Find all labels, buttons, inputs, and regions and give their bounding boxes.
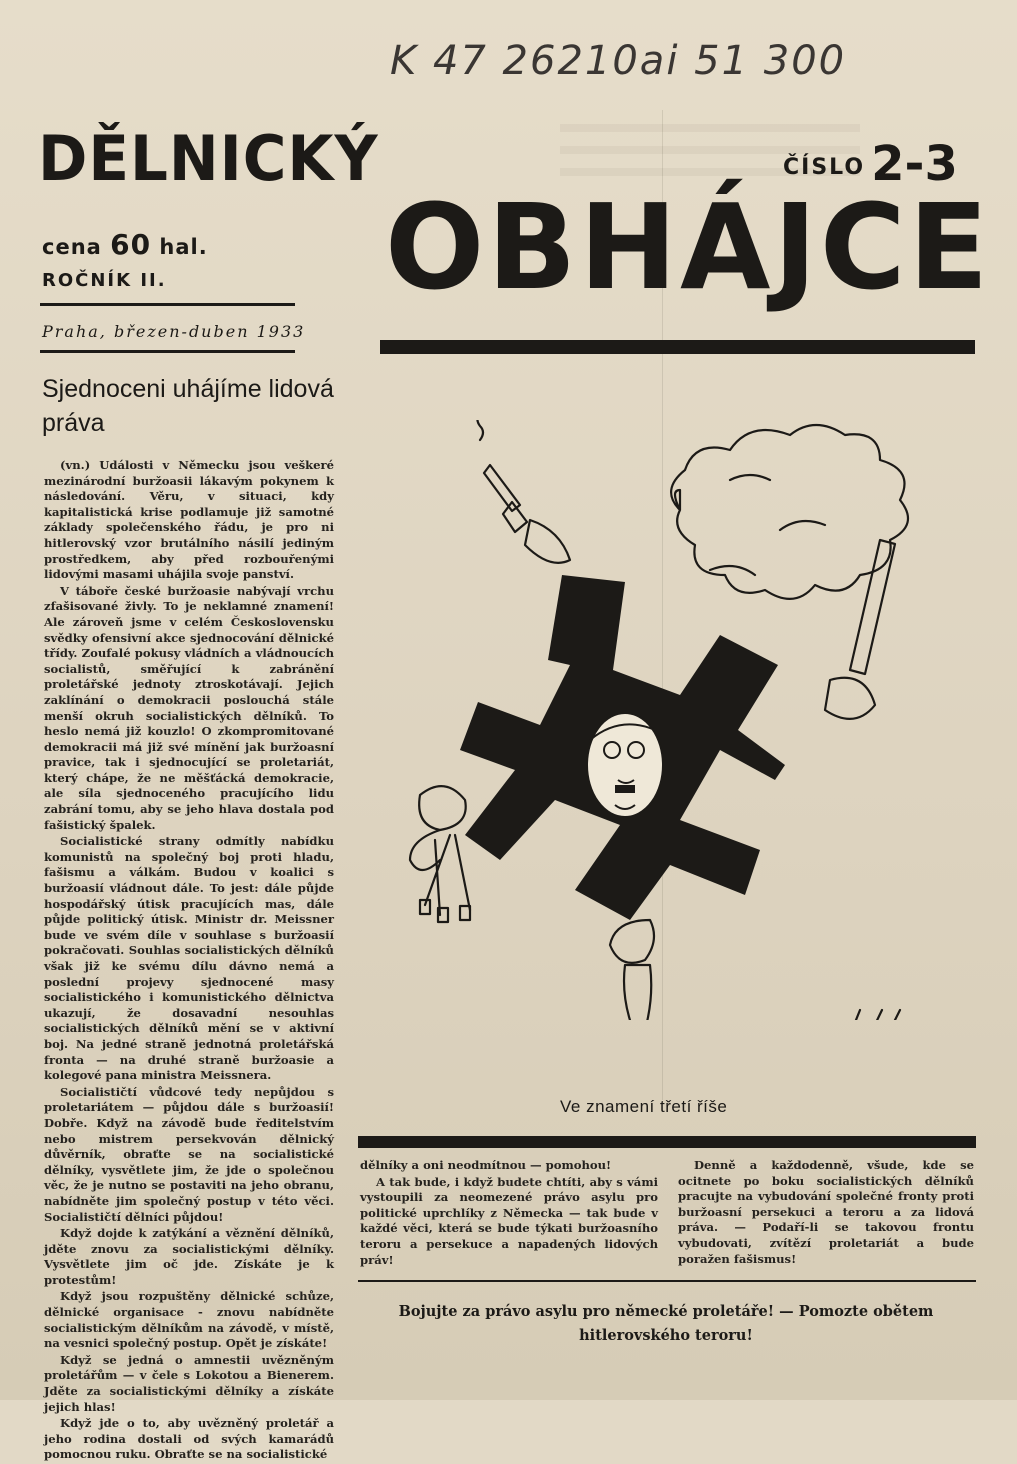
rule-left-top [40,303,295,306]
volume: ROČNÍK II. [42,270,167,291]
masthead-title-line1: DĚLNICKÝ [38,122,379,195]
article-paragraph: Když jsou rozpuštěny dělnické schůze, dělnické organisace - znovu nabídněte socialistickým dělníkům na závodě, v místě, na vesnici společný postup. Opět je získáte! [44,1289,334,1351]
knife [624,965,651,1020]
article-column-left [44,458,334,1464]
banner-slogan: Bojujte za právo asylu pro německé proletáře! — Pomozte obětem hitlerovského teroru! [398,1303,934,1344]
article-paragraph: Socialistické strany odmítly nabídku komunistů na společný boj proti hladu, fašismu a válkám. Budou v koalici s buržoasií vládnout dále. To jest: dále půjde hospodářský útisk pracujících mas, dále půjde politický útisk. Ministr dr. Meissner bude ve svém díle v souhlase s buržoasií pokračovati. Souhlas socialistických dělníků však již ke svému dílu dávno nemá a poslední projevy sjednocené masy socialistického i komunistického dělnictva ukazují, že dosavadní nesouhlas socialistických dělníků mění se v aktivní boj. Na jedné straně jednotná proletářská fronta — na druhé straně buržoasie a kolegové pana ministra Meissnera. [44,834,334,1083]
issue-number-block [783,136,958,192]
hitler-face [587,713,663,817]
rule-left-bottom [40,350,295,353]
masthead-rule [380,340,975,354]
rule-above-banner [358,1280,976,1282]
issue-label: ČÍSLO [783,155,866,180]
article-paragraph: Když se jedná o amnestii uvězněným proletářům — v čele s Lokotou a Bienerem. Jděte za socialistickými dělníky a získáte jejich hlas! [44,1352,334,1414]
price [42,228,208,261]
dateline: Praha, březen-duben 1933 [42,322,306,341]
issue-number: 2-3 [871,136,958,192]
price-label: cena [42,235,102,259]
article-headline: Sjednoceni uhájíme lidová práva [42,375,334,437]
article-paragraph: Denně a každodenně, všude, kde se ocitnete po boku socialistických dělníků pracujte na vybudování společné fronty proti buržoasní persekuci a teroru a za lidová práva. — Podaří-li se takovou frontu vybudovati, zvítězí proletariát a bude poražen fašismus! [678,1158,974,1266]
article-paragraph: Když jde o to, aby uvězněný proletář a jeho rodina dostali od svých kamarádů pomocnou ruku. Obraťte se na socialistické [44,1416,334,1462]
article-paragraph: (vn.) Události v Německu jsou veškeré mezinárodní buržoasii lákavým pokynem k následování. Věru, v situaci, kdy kapitalistická krise podlamuje již samotné základy společenského řádu, je pro ni hitlerovský vzor brutálního násilí jediným prostředkem, aby před rozbouřenými lidovými masami uhájila svoje panství. [44,458,334,582]
handwritten-note: K 47 26210ai 51 300 [390,38,847,84]
article-paragraph: dělníky a oni neodmítnou — pomohou! [360,1158,612,1172]
pistol [484,465,527,532]
article-paragraph: V táboře české buržoasie nabývají vrchu zfašisované živly. To je neklamné znamení! Ale zároveň jsme v celém Československu svědky ofensivní akce sjednocování dělnické třídy. Zoufalé pokusy vládních a vládnoucích socialistů, směřující k zabránění proletářské jednoty ztroskotávají. Jejich zaklínání o demokracii poslouchá stále menší okruh socialistických dělníků. To heslo nemá již kouzlo! O zkompromitované demokracii má již své mínění jak buržoasní pravice, tak i sjednocující se proletariát, který chápe, že ne měšťácká demokracie, ale síla sjednoceného pracujícího lidu zabrání tomu, aby se jeho hlava dostala pod fašistický špalek. [44,583,334,832]
article-paragraph: Když dojde k zatýkání a věznění dělníků, jděte znovu za socialistickými dělníky. Vysvětlete jim oč jde. Získáte je k protestům! [44,1226,334,1287]
cartoon-caption: Ve znamení třetí říše [560,1097,728,1116]
article-column-right [678,1158,974,1268]
price-unit: hal. [159,235,208,259]
masthead-title-line2: OBHÁJCE [385,178,992,316]
price-value: 60 [110,228,152,261]
cartoon-illustration [380,420,980,1020]
article-paragraph: Socialističtí vůdcové tedy nepůjdou s proletariátem — půjdou dále s buržoasií! Dobře. Když na závodě bude ředitelstvím nebo mistrem persekvován dělnický důvěrník, obraťte se na socialistické dělníky, vysvětlete jim, že jde o společnou věc, že je nutno se postaviti na jeho obranu, nabídněte jim společný postup v této věci. Socialističtí dělníci půjdou! [44,1084,334,1224]
article-column-middle [360,1158,658,1269]
article-paragraph: A tak bude, i když budete chtíti, aby s vámi vystoupili za neomezené právo asylu pro politické uprchlíky z Německa — tak bude v každé věci, která se bude týkati buržoasního teroru a persekuce a napadených lidových práv! [360,1174,658,1267]
rule-above-continuation [358,1136,976,1148]
